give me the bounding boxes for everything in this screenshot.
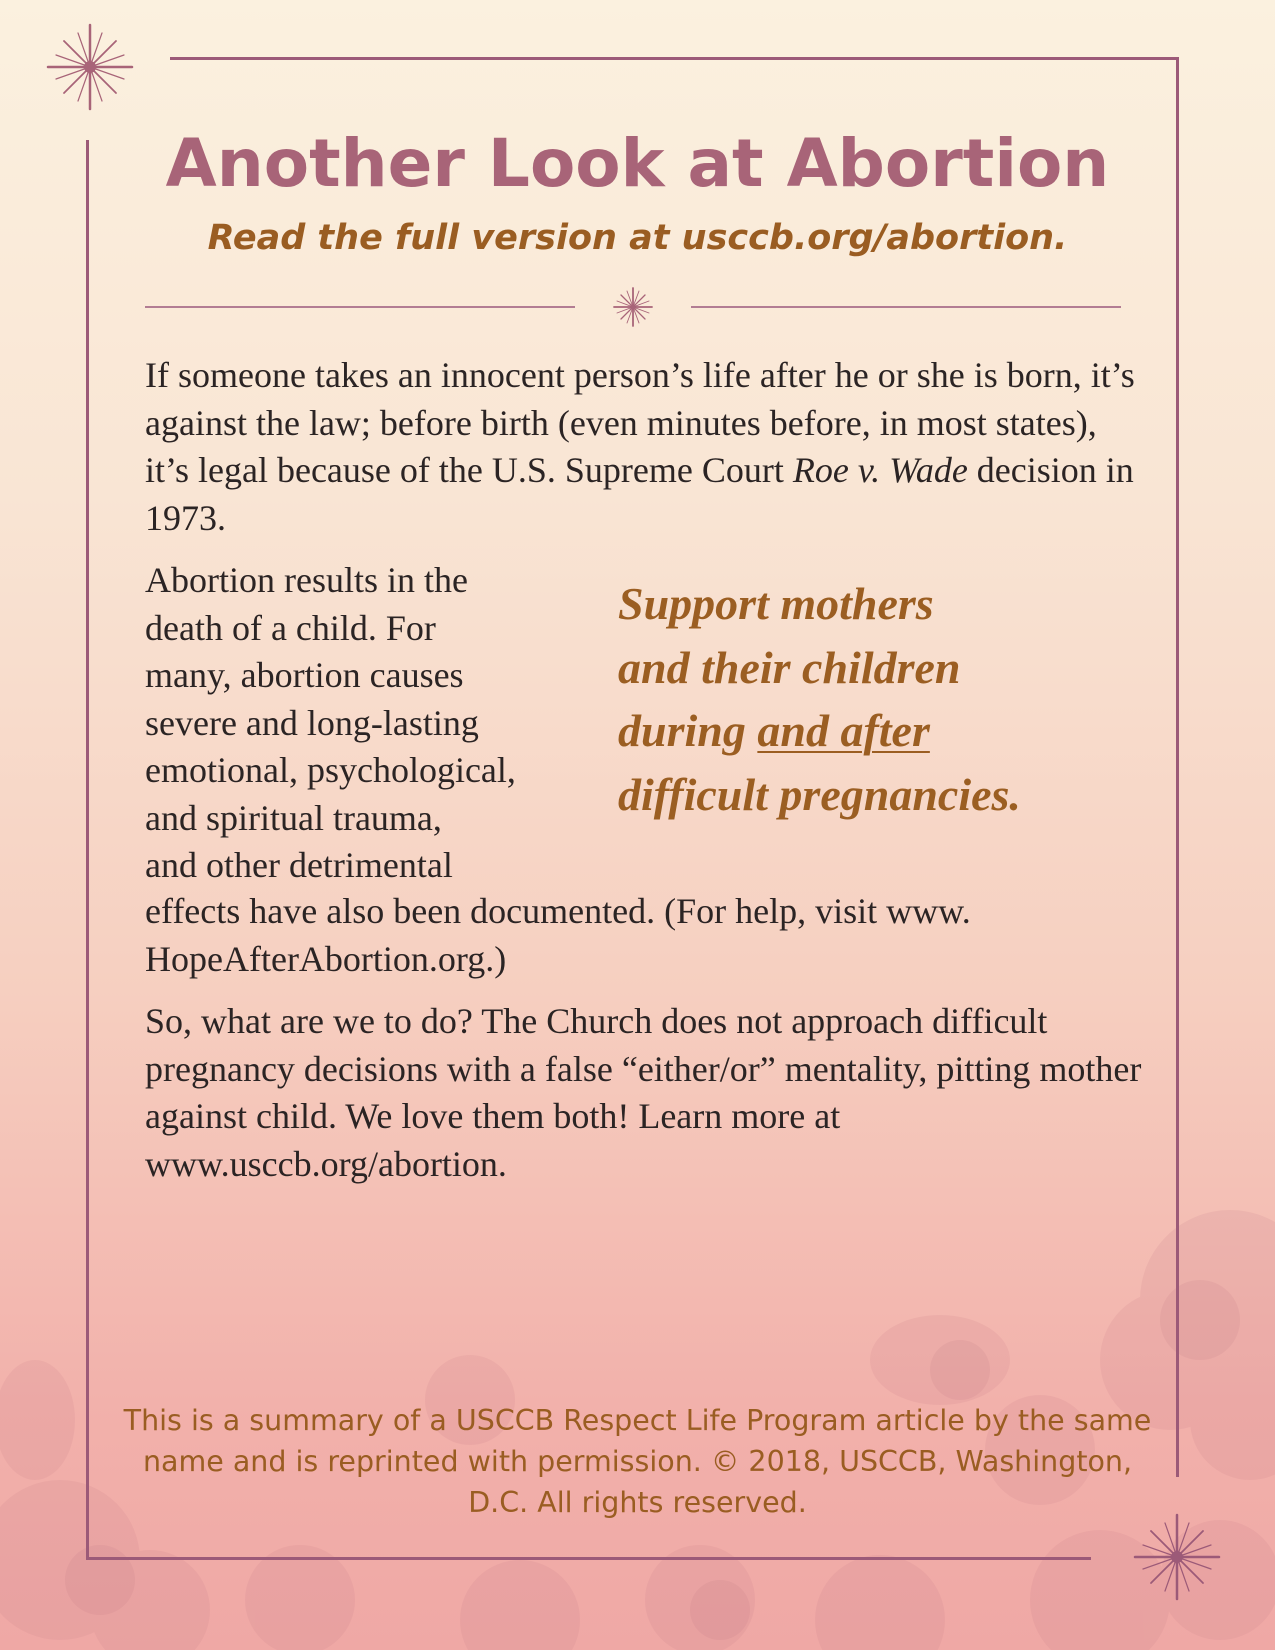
paragraph-effects-continuation: effects have also been documented. (For help, visit www. HopeAfterAbortion.org.) <box>145 891 971 979</box>
pull-quote <box>618 572 1138 826</box>
paragraph-text: If someone takes an innocent person’s life after he or she is born, it’s against the law; before birth (even minutes before, in most states), it’s legal because of the U.S. Supreme Court <box>145 355 1135 490</box>
paragraph-line: severe and long-lasting <box>145 702 479 743</box>
divider-left <box>145 306 575 308</box>
frame-left-line <box>86 140 89 1560</box>
paragraph-line: many, abortion causes <box>145 655 464 695</box>
pull-quote-text: during <box>618 705 758 756</box>
copyright-footer: This is a summary of a USCCB Respect Life Program article by the same name and is reprinted with permission. © 2018, USCCB, Washington, D.C. All rights reserved. <box>123 1404 1152 1519</box>
divider-right <box>691 306 1121 308</box>
paragraph-line: Abortion results in the <box>145 560 468 600</box>
frame-top-line <box>170 57 1178 60</box>
paragraph-line: death of a child. For <box>145 607 436 648</box>
paragraph-legal-context <box>145 352 1135 542</box>
pull-quote-line: difficult pregnancies. <box>618 768 1021 820</box>
paragraph-line: and other detrimental <box>145 845 453 885</box>
paragraph-line: and spiritual trauma, <box>145 797 442 838</box>
paragraph-church-response: So, what are we to do? The Church does not approach difficult pregnancy decisions with a false “either/or” mentality, pitting mother against child. We love them both! Learn more at www.usccb.org/abortion. <box>145 1001 1142 1184</box>
subtitle-link-text: Read the full version at usccb.org/abortion. <box>207 218 1068 258</box>
sparkle-star-icon <box>1132 1512 1222 1602</box>
court-case-name: Roe v. Wade <box>792 450 968 490</box>
page-title: Another Look at Abortion <box>165 125 1110 202</box>
frame-right-line <box>1176 57 1179 1477</box>
frame-bottom-line <box>86 1557 1091 1560</box>
paragraph-effects-column <box>145 557 595 890</box>
pull-quote-line: Support mothers <box>618 578 934 629</box>
paragraph-text: decision in 1973. <box>145 450 1134 538</box>
paragraph-line: emotional, psychological, <box>145 750 516 790</box>
pull-quote-underlined-text: and after <box>757 705 930 756</box>
sparkle-star-icon <box>612 286 654 328</box>
pull-quote-line <box>618 699 1138 763</box>
sparkle-star-icon <box>45 22 135 112</box>
pull-quote-line: and their children <box>618 641 961 693</box>
